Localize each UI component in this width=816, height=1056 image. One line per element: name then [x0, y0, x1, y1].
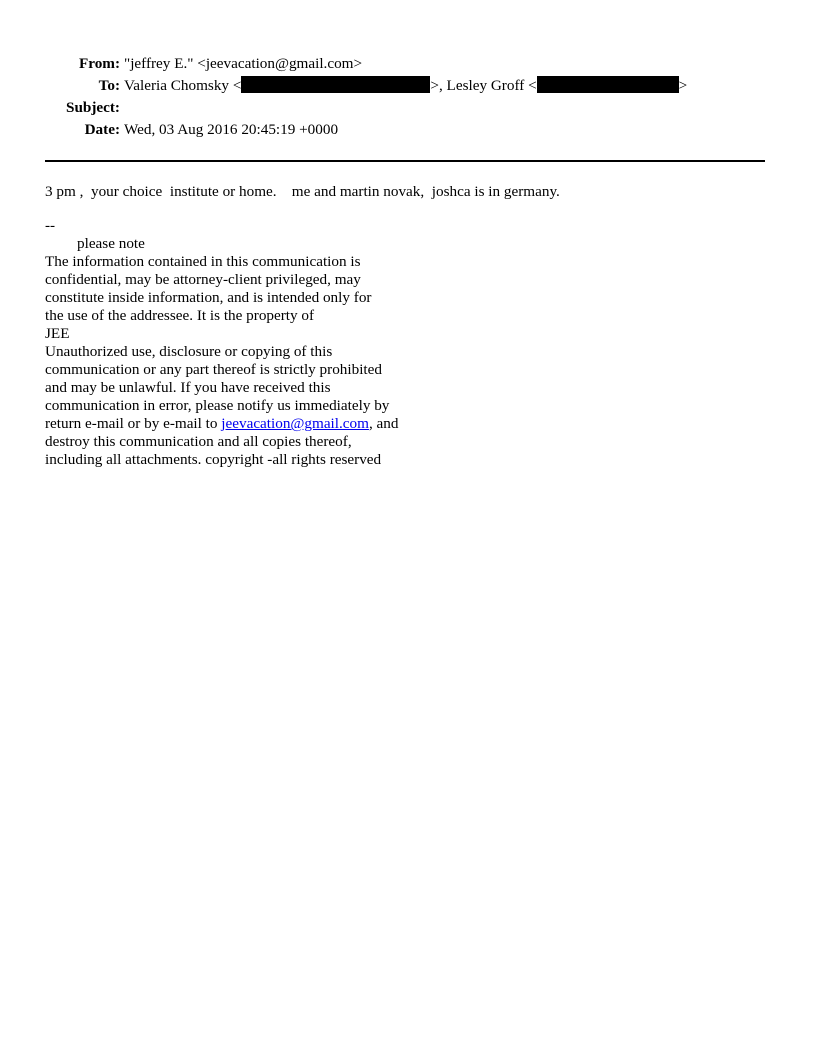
- to-separator: >, Lesley Groff <: [430, 77, 537, 94]
- date-label: Date:: [84, 121, 120, 138]
- disclaimer-line: The information contained in this communication is: [45, 253, 361, 270]
- disclaimer-line: communication or any part thereof is strictly prohibited: [45, 361, 382, 378]
- from-value: "jeffrey E." <jeevacation@gmail.com>: [124, 55, 363, 72]
- return-prefix: return e-mail or by e-mail to: [45, 415, 222, 432]
- disclaimer-line: confidential, may be attorney-client privileged, may: [45, 271, 361, 288]
- disclaimer-line: the use of the addressee. It is the property of: [45, 307, 315, 324]
- email-body: [45, 181, 765, 469]
- disclaimer-line: JEE: [45, 325, 70, 342]
- spacer: [45, 203, 765, 217]
- from-label: From:: [78, 55, 120, 72]
- to-row: [0, 75, 816, 97]
- date-value: Wed, 03 Aug 2016 20:45:19 +0000: [124, 121, 339, 138]
- email-header: [0, 53, 816, 141]
- email-link[interactable]: jeevacation@gmail.com: [221, 415, 369, 432]
- disclaimer-line: [45, 415, 765, 433]
- to-label: To:: [98, 77, 120, 94]
- disclaimer-line: communication in error, please notify us immediately by: [45, 397, 390, 414]
- to-end: >: [678, 77, 688, 94]
- redaction-block: [537, 76, 679, 93]
- to-recipient-1: Valeria Chomsky <: [124, 77, 242, 94]
- disclaimer-line: Unauthorized use, disclosure or copying of this: [45, 343, 333, 360]
- redaction-block: [241, 76, 430, 93]
- subject-label: Subject:: [66, 99, 120, 116]
- disclaimer-line: destroy this communication and all copies thereof,: [45, 433, 352, 450]
- header-divider: [45, 160, 765, 162]
- please-note: please note: [77, 235, 145, 252]
- return-suffix: , and: [368, 415, 399, 432]
- disclaimer-line: including all attachments. copyright -all rights reserved: [45, 451, 382, 468]
- subject-row: [0, 97, 816, 119]
- disclaimer-line: and may be unlawful. If you have received this: [45, 379, 331, 396]
- to-value: [124, 75, 687, 97]
- message-text: 3 pm , your choice institute or home. me and martin novak, joshca is in germany.: [45, 183, 560, 200]
- disclaimer-line: constitute inside information, and is intended only for: [45, 289, 372, 306]
- signature-dash: --: [45, 217, 56, 234]
- from-row: [0, 53, 816, 75]
- date-row: [0, 119, 816, 141]
